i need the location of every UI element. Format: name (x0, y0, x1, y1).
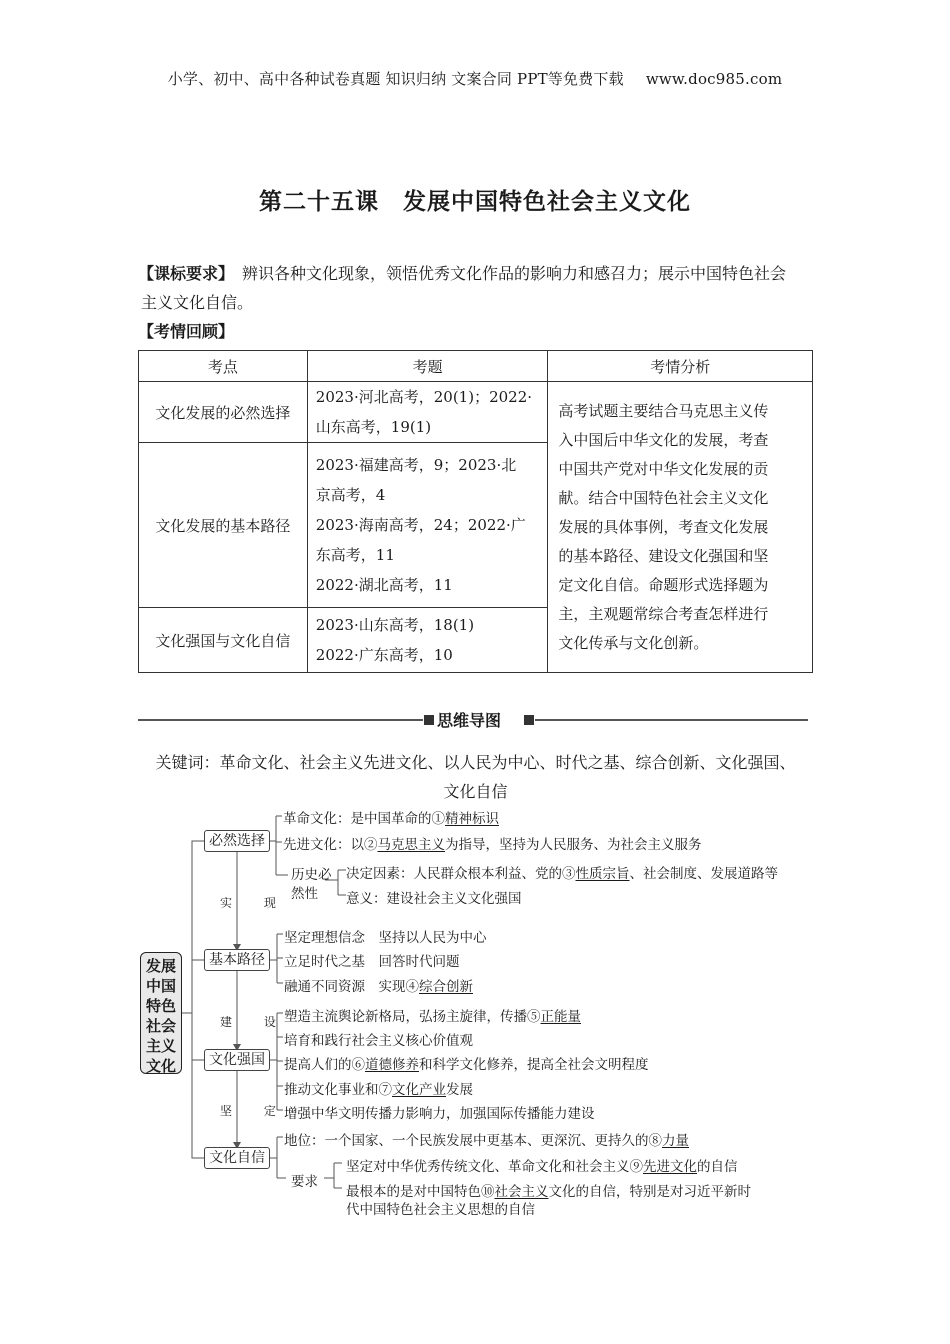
table-cell-analysis: 高考试题主要结合马克思主义传 入中国后中华文化的发展，考查 中国共产党对中华文化发展的贡 献。结合中国特色社会主义文化 发展的具体事例，考查文化发展 的基本路径、建设文化强国和坚 定文化自信。命题形式选择题为 主，主观题常综合考查怎样进行 文化传承与文化创新。 (548, 382, 813, 673)
b1-line1: 革命文化：是中国革命的①精神标识 (283, 811, 499, 827)
keywords-line2: 文化自信 (443, 782, 508, 801)
table-cell-point: 文化发展的必然选择 (139, 382, 308, 443)
curriculum-label: 【课标要求】 (138, 264, 235, 283)
header-text: 小学、初中、高中各种试卷真题 知识归纳 文案合同 PPT等免费下载 (167, 70, 624, 88)
b3-line4: 推动文化事业和⑦文化产业发展 (284, 1082, 473, 1098)
keywords-line1: 关键词：革命文化、社会主义先进文化、以人民为中心、时代之基、综合创新、文化强国、 (155, 753, 796, 772)
connector-label: 建 设 (220, 1015, 290, 1029)
b4-r1: 坚定对中华优秀传统文化、革命文化和社会主义⑨先进文化的自信 (346, 1159, 738, 1175)
b2-line2: 立足时代之基 回答时代问题 (284, 954, 460, 970)
table-header: 考情分析 (548, 351, 813, 382)
b2-line1: 坚定理想信念 坚持以人民为中心 (284, 930, 487, 946)
header-site: www.doc985.com (645, 70, 783, 88)
node-basic-path: 基本路径 (204, 949, 270, 971)
node-cultural-power: 文化强国 (204, 1049, 270, 1071)
b1-h1: 决定因素：人民群众根本利益、党的③性质宗旨、社会制度、发展道路等 (346, 866, 778, 882)
b3-line5: 增强中华文明传播力影响力，加强国际传播能力建设 (284, 1106, 595, 1122)
b3-line1: 塑造主流舆论新格局，弘扬主旋律，传播⑤正能量 (284, 1009, 581, 1025)
node-necessary-choice: 必然选择 (204, 830, 270, 852)
review-label: 【考情回顾】 (138, 322, 235, 341)
table-cell-point: 文化强国与文化自信 (139, 608, 308, 673)
page-title: 第二十五课 发展中国特色社会主义文化 (259, 189, 691, 215)
b4-r2-cont: 代中国特色社会主义思想的自信 (346, 1202, 535, 1218)
connector-label: 坚 定 (220, 1104, 290, 1118)
b1-history: 历史必 然性 (291, 867, 332, 902)
b1-h2: 意义：建设社会主义文化强国 (346, 891, 522, 907)
table-header: 考点 (139, 351, 308, 382)
curriculum-line2: 主义文化自信。 (141, 293, 254, 312)
b1-line2: 先进文化：以②马克思主义为指导，坚持为人民服务、为社会主义服务 (283, 837, 702, 853)
mindmap-root: 发展 中国 特色 社会 主义 文化 (140, 952, 182, 1074)
b4-requirement: 要求 (291, 1174, 318, 1190)
b3-line2: 培育和践行社会主义核心价值观 (284, 1033, 473, 1049)
b3-line3: 提高人们的⑥道德修养和科学文化修养，提高全社会文明程度 (284, 1057, 649, 1073)
b4-line1: 地位：一个国家、一个民族发展中更基本、更深沉、更持久的⑧力量 (284, 1133, 689, 1149)
mindmap-heading: 思维导图 (437, 711, 502, 730)
table-cell-questions: 2023·河北高考，20(1)；2022· 山东高考，19(1) (307, 382, 548, 443)
curriculum-line1: 辨识各种文化现象，领悟优秀文化作品的影响力和感召力；展示中国特色社会 (242, 264, 787, 283)
table-cell-questions: 2023·福建高考，9；2023·北 京高考，4 2023·海南高考，24；2022·广 东高考，11 2022·湖北高考，11 (307, 443, 548, 608)
table-cell-questions: 2023·山东高考，18(1) 2022·广东高考，10 (307, 608, 548, 673)
table-cell-point: 文化发展的基本路径 (139, 443, 308, 608)
b2-line3: 融通不同资源 实现④综合创新 (284, 979, 473, 995)
node-cultural-confidence: 文化自信 (204, 1147, 270, 1169)
b4-r2: 最根本的是对中国特色⑩社会主义文化的自信，特别是对习近平新时 (346, 1184, 751, 1200)
table-header: 考题 (307, 351, 548, 382)
connector-label: 实 现 (220, 896, 290, 910)
